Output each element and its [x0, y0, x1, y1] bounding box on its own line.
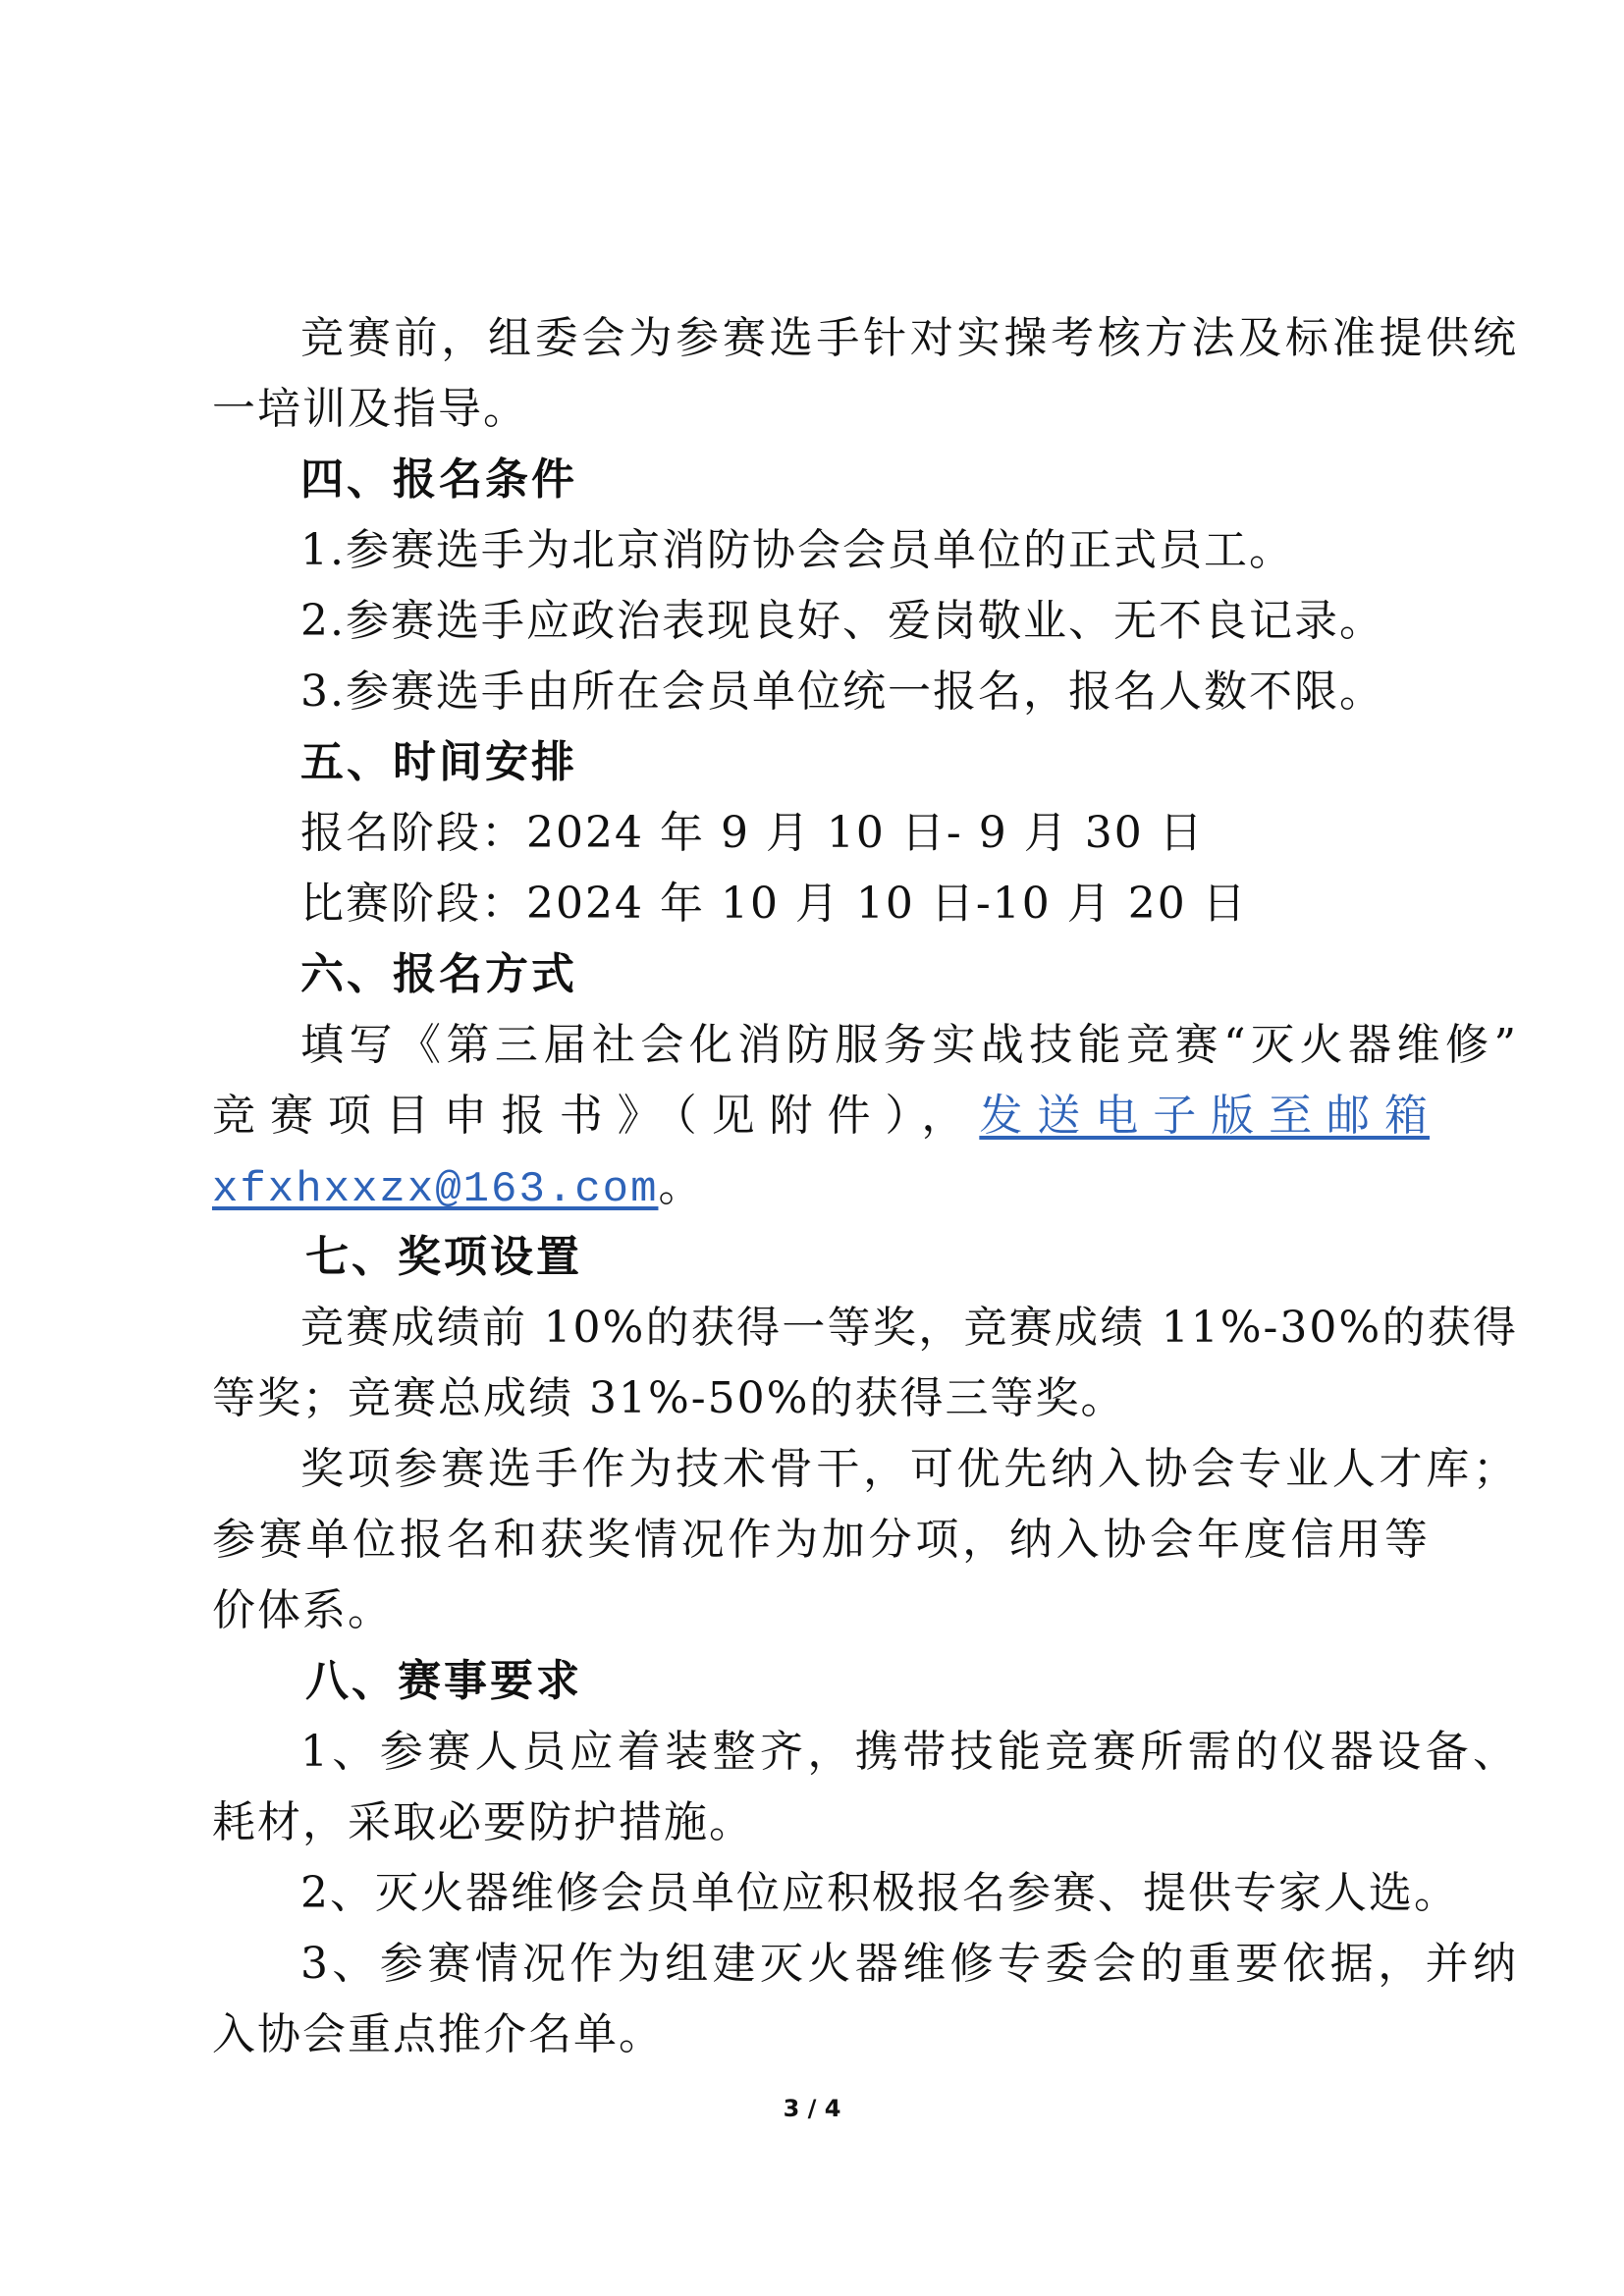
awards-paragraph-1-line-2: 等奖；竞赛总成绩 31%-50%的获得三等奖。	[212, 1373, 1126, 1423]
awards-paragraph-2-line-1: 奖项参赛选手作为技术骨干，可优先纳入协会专业人才库；	[300, 1444, 1518, 1494]
section-7-heading: 七、奖项设置	[305, 1232, 582, 1282]
awards-paragraph-2-line-2: 参赛单位报名和获奖情况作为加分项，纳入协会年度信用等	[212, 1515, 1430, 1565]
section-6-line-1: 填写《第三届社会化消防服务实战技能竞赛“灭火器维修”	[300, 1020, 1518, 1070]
pretraining-paragraph-line-1: 竞赛前，组委会为参赛选手针对实操考核方法及标准提供统	[300, 313, 1518, 363]
awards-paragraph-2-line-3: 价体系。	[212, 1585, 393, 1635]
section-6-line-3-period: 。	[658, 1161, 704, 1211]
signup-period: 报名阶段：2024 年 9 月 10 日- 9 月 30 日	[300, 808, 1205, 858]
section-4-item-1: 1.参赛选手为北京消防协会会员单位的正式员工。	[300, 525, 1294, 575]
section-6-heading: 六、报名方式	[300, 949, 577, 999]
page-number: 3 / 4	[783, 2095, 841, 2122]
section-6-line-2-text: 竞赛项目申报书》（见附件），	[212, 1091, 980, 1141]
email-address-link[interactable]: xfxhxxzx@163.com	[212, 1165, 659, 1214]
requirement-1-line-2: 耗材，采取必要防护措施。	[212, 1797, 754, 1847]
section-4-item-2: 2.参赛选手应政治表现良好、爱岗敬业、无不良记录。	[300, 596, 1384, 646]
requirement-1-line-1: 1、参赛人员应着装整齐，携带技能竞赛所需的仪器设备、	[300, 1727, 1518, 1777]
requirement-2: 2、灭火器维修会员单位应积极报名参赛、提供专家人选。	[300, 1868, 1459, 1918]
requirement-3-line-2: 入协会重点推介名单。	[212, 2009, 664, 2059]
requirement-3-line-1: 3、参赛情况作为组建灭火器维修专委会的重要依据，并纳	[300, 1939, 1518, 1989]
section-6-line-2	[212, 1087, 1430, 1146]
section-4-heading: 四、报名条件	[300, 454, 577, 505]
section-6-line-3	[212, 1157, 1430, 1216]
awards-paragraph-1-line-1: 竞赛成绩前 10%的获得一等奖，竞赛成绩 11%-30%的获得	[300, 1303, 1518, 1353]
match-period: 比赛阶段：2024 年 10 月 10 日-10 月 20 日	[300, 879, 1248, 929]
section-5-heading: 五、时间安排	[300, 737, 577, 787]
send-email-link-text[interactable]: 发送电子版至邮箱	[979, 1091, 1430, 1141]
section-4-item-3: 3.参赛选手由所在会员单位统一报名，报名人数不限。	[300, 667, 1384, 717]
pretraining-paragraph-line-2: 一培训及指导。	[212, 384, 528, 434]
section-8-heading: 八、赛事要求	[305, 1656, 582, 1706]
